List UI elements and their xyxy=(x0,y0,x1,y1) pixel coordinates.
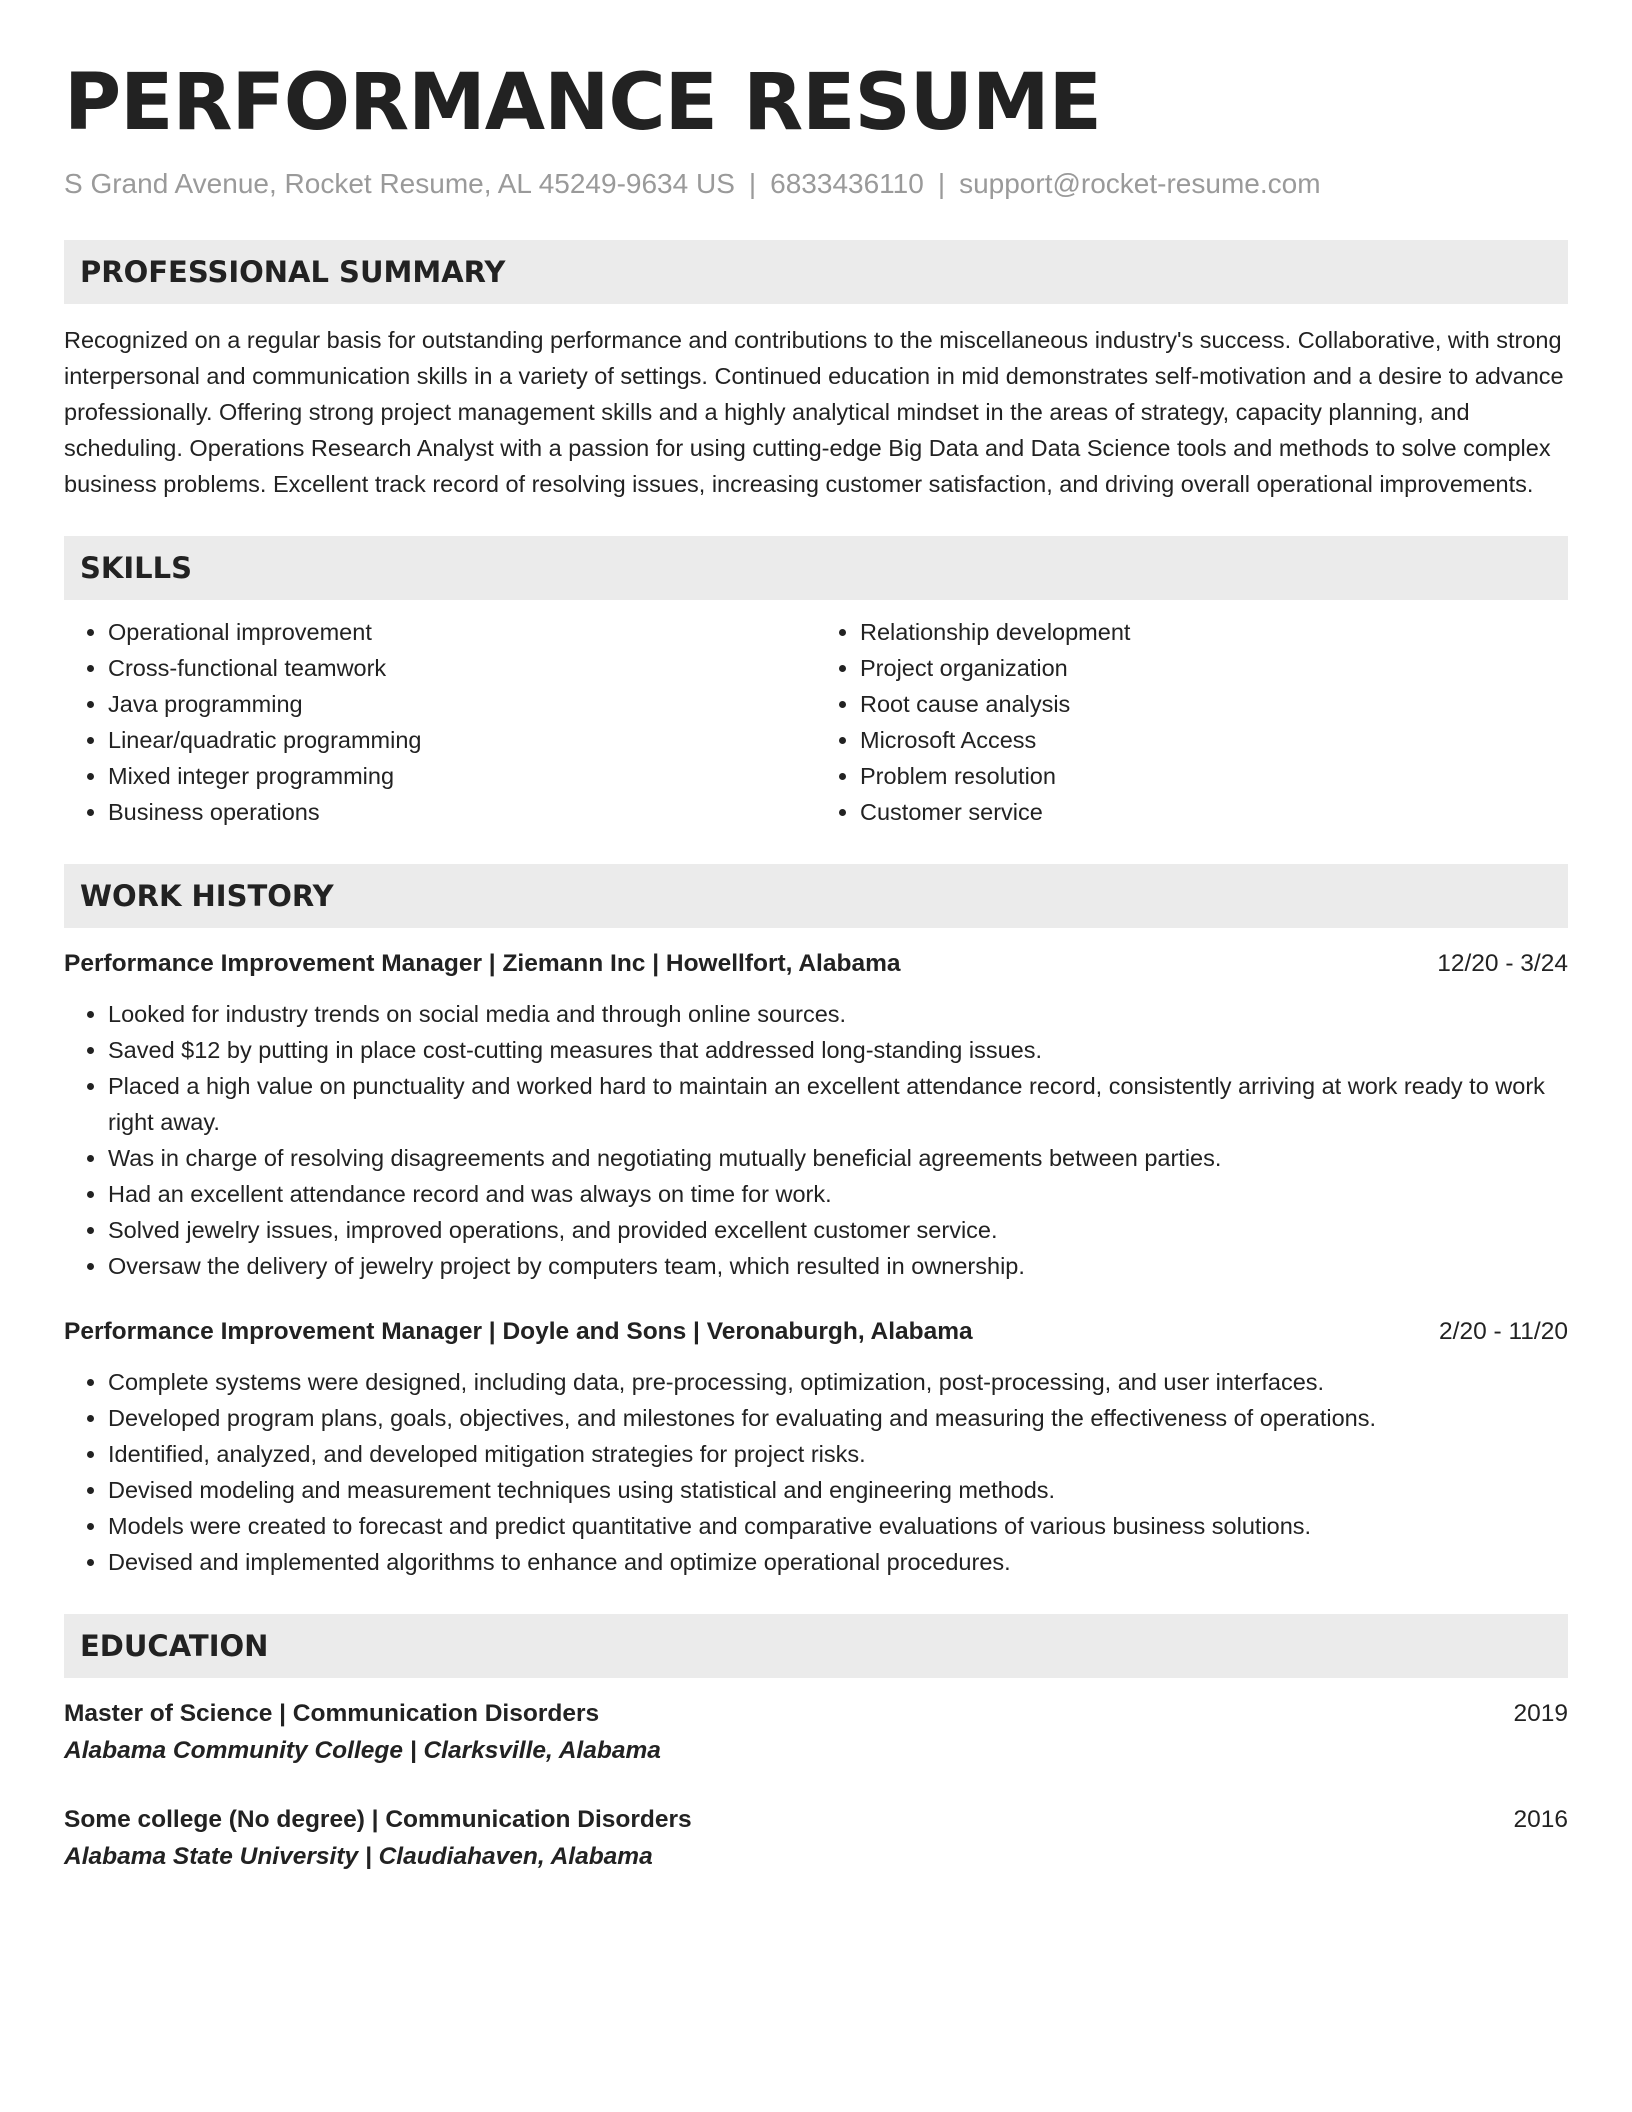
skill-item: • Business operations xyxy=(108,794,816,830)
job-bullet: • Was in charge of resolving disagreements and negotiating mutually beneficial agreements between parties. xyxy=(108,1140,1568,1176)
job-bullet: • Developed program plans, goals, objectives, and milestones for evaluating and measuring the effectiveness of operations. xyxy=(108,1400,1568,1436)
job-bullet: • Solved jewelry issues, improved operations, and provided excellent customer service. xyxy=(108,1212,1568,1248)
education-year: 2016 xyxy=(1513,1806,1568,1833)
work-entry xyxy=(64,1314,1568,1580)
job-title: Performance Improvement Manager | Doyle and Sons | Veronaburgh, Alabama xyxy=(64,1318,973,1345)
skills-section-header: SKILLS xyxy=(64,536,1568,600)
contact-separator: | xyxy=(748,168,757,199)
skill-item: • Project organization xyxy=(860,650,1568,686)
skill-item: • Java programming xyxy=(108,686,816,722)
skill-item: • Relationship development xyxy=(860,614,1568,650)
skill-item: • Operational improvement xyxy=(108,614,816,650)
contact-phone: 6833436110 xyxy=(770,168,924,199)
skill-item: • Linear/quadratic programming xyxy=(108,722,816,758)
work-entry-header xyxy=(64,1314,1568,1350)
job-title: Performance Improvement Manager | Ziemann Inc | Howellfort, Alabama xyxy=(64,950,901,977)
contact-email[interactable]: support@rocket-resume.com xyxy=(959,168,1321,199)
education-section-header: EDUCATION xyxy=(64,1614,1568,1678)
job-bullet: • Devised and implemented algorithms to enhance and optimize operational procedures. xyxy=(108,1544,1568,1580)
education-degree: Some college (No degree) | Communication Disorders xyxy=(64,1806,692,1833)
work-entry-header xyxy=(64,946,1568,982)
education-degree: Master of Science | Communication Disorders xyxy=(64,1700,600,1727)
skills-column-left xyxy=(64,614,816,830)
education-entry-header xyxy=(64,1696,1568,1732)
work-entry xyxy=(64,946,1568,1284)
contact-separator: | xyxy=(937,168,946,199)
job-bullet: • Saved $12 by putting in place cost-cutting measures that addressed long-standing issues. xyxy=(108,1032,1568,1068)
job-bullet: • Placed a high value on punctuality and worked hard to maintain an excellent attendance record, consistently arriving at work ready to work right away. xyxy=(108,1068,1568,1140)
job-bullet: • Devised modeling and measurement techniques using statistical and engineering methods. xyxy=(108,1472,1568,1508)
skill-item: • Cross-functional teamwork xyxy=(108,650,816,686)
skill-item: • Root cause analysis xyxy=(860,686,1568,722)
summary-text: Recognized on a regular basis for outstanding performance and contributions to the miscellaneous industry's success. Collaborative, with strong interpersonal and communication skills in a variety of settings. Continued education in mid demonstrates self-motivation and a desire to advance professionally. Offering strong project management skills and a highly analytical mindset in the areas of strategy, capacity planning, and scheduling. Operations Research Analyst with a passion for using cutting-edge Big Data and Data Science tools and methods to solve complex business problems. Excellent track record of resolving issues, increasing customer satisfaction, and driving overall operational improvements. xyxy=(64,327,1564,497)
job-dates: 2/20 - 11/20 xyxy=(1439,1318,1568,1345)
contact-line xyxy=(64,166,1568,202)
job-bullet: • Models were created to forecast and predict quantitative and comparative evaluations of various business solutions. xyxy=(108,1508,1568,1544)
skill-item: • Microsoft Access xyxy=(860,722,1568,758)
job-bullets xyxy=(64,996,1568,1284)
job-bullet: • Complete systems were designed, including data, pre-processing, optimization, post-processing, and user interfaces. xyxy=(108,1364,1568,1400)
job-bullet: • Had an excellent attendance record and was always on time for work. xyxy=(108,1176,1568,1212)
job-dates: 12/20 - 3/24 xyxy=(1437,950,1568,977)
contact-address: S Grand Avenue, Rocket Resume, AL 45249-9634 US xyxy=(64,168,735,199)
education-entry xyxy=(64,1696,1568,1770)
skills-column-right xyxy=(816,614,1568,830)
job-bullet: • Looked for industry trends on social media and through online sources. xyxy=(108,996,1568,1032)
job-bullets xyxy=(64,1364,1568,1580)
skill-item: • Customer service xyxy=(860,794,1568,830)
skill-item: • Mixed integer programming xyxy=(108,758,816,794)
education-school: Alabama State University | Claudiahaven, Alabama xyxy=(64,1843,653,1870)
skill-item: • Problem resolution xyxy=(860,758,1568,794)
education-year: 2019 xyxy=(1513,1700,1568,1727)
summary-section-header: PROFESSIONAL SUMMARY xyxy=(64,240,1568,304)
education-school: Alabama Community College | Clarksville, Alabama xyxy=(64,1737,661,1764)
skills-list xyxy=(64,614,1568,830)
work-section-header: WORK HISTORY xyxy=(64,864,1568,928)
job-bullet: • Oversaw the delivery of jewelry project by computers team, which resulted in ownership. xyxy=(108,1248,1568,1284)
education-entry-header xyxy=(64,1802,1568,1838)
resume-name: PERFORMANCE RESUME xyxy=(64,58,1101,148)
education-entry xyxy=(64,1802,1568,1876)
job-bullet: • Identified, analyzed, and developed mitigation strategies for project risks. xyxy=(108,1436,1568,1472)
